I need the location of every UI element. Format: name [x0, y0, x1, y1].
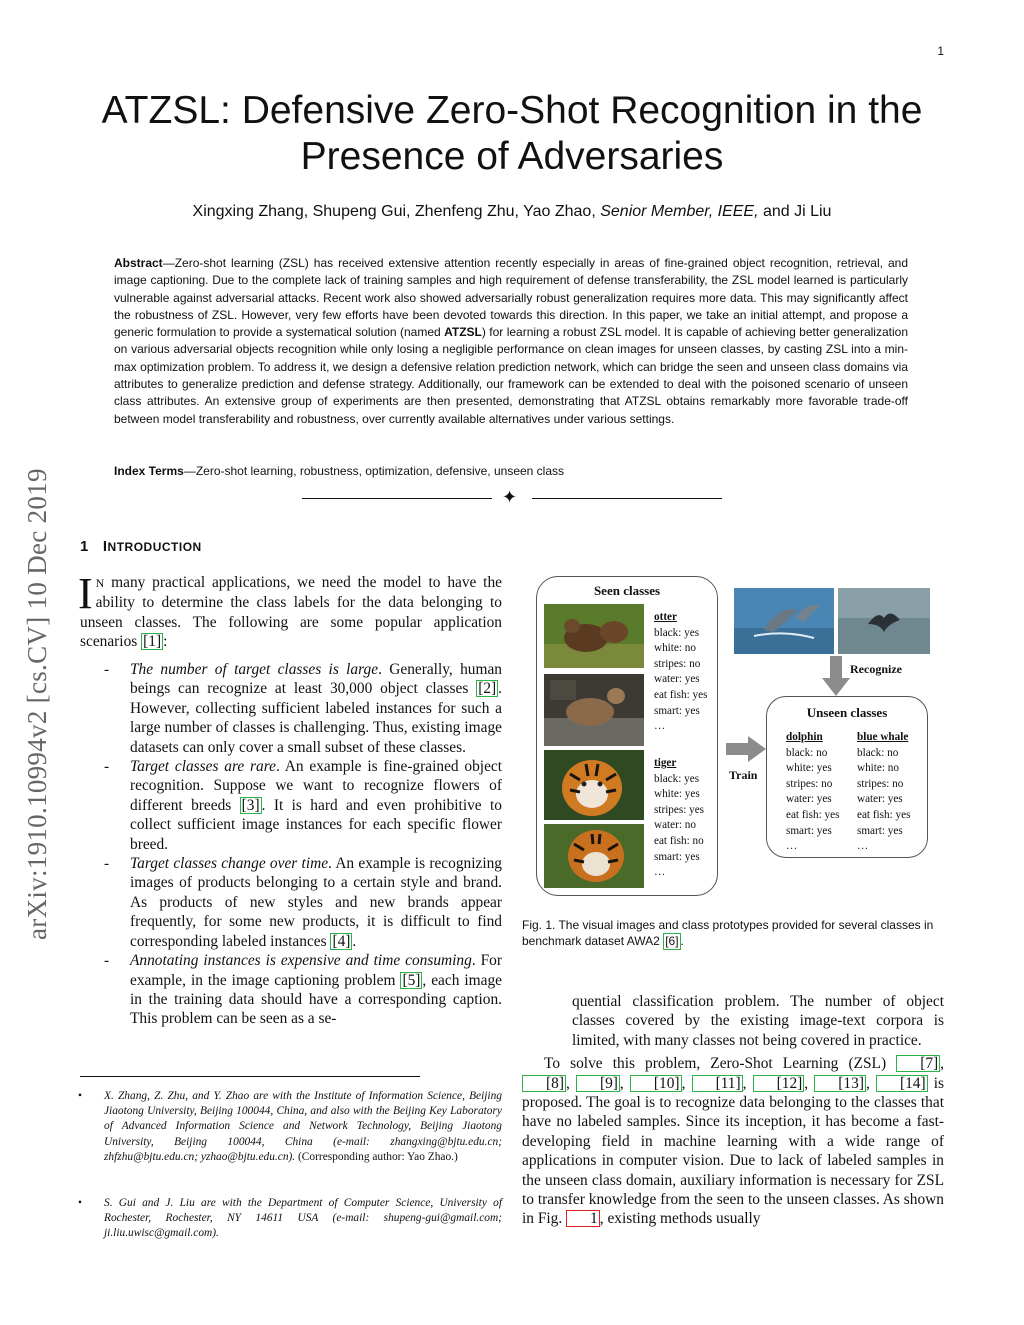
intro-text-1: many practical applications, we need the model to have the ability to determine the class labels for the data belonging to unseen classes. The following are some popular application scenarios [80, 574, 502, 651]
citation-link[interactable]: [14] [876, 1075, 928, 1092]
footnote-bullet: • [78, 1090, 82, 1102]
list-item [100, 854, 502, 951]
list-item-text-end: , each image in the training data should have a corresponding caption. This problem can be seen as a se- [130, 971, 502, 1028]
attr-row: white: yes [654, 788, 700, 801]
attr-row: white: yes [786, 762, 832, 775]
attr-row: smart: yes [654, 704, 700, 717]
paper-title [60, 88, 964, 180]
section-number: 1 [80, 538, 89, 555]
citation-link[interactable]: [4] [332, 932, 351, 950]
attr-row: black: yes [654, 626, 700, 639]
attr-row: … [654, 866, 666, 879]
list-item-italic: Target classes are rare [130, 758, 276, 776]
train-arrow-icon [726, 736, 766, 762]
citation-link[interactable]: [10] [630, 1075, 682, 1092]
section-divider [302, 487, 722, 508]
index-terms-label: Index Terms [114, 464, 184, 478]
attr-row: black: no [786, 746, 828, 759]
figure-caption [522, 918, 944, 950]
authors-last: and Ji Liu [758, 203, 832, 220]
footnote-2-text: S. Gui and J. Liu are with the Department of Computer Science, University of Rochester, Rochester, NY 14611 USA (e-mail: shupeng-gui@gmail.com; ji.liu.uwisc@gmail.com). [104, 1197, 502, 1240]
attr-row: stripes: no [654, 657, 701, 670]
attr-row: eat fish: yes [654, 688, 708, 701]
otter-photo-1 [544, 604, 644, 668]
attr-row: … [857, 840, 869, 853]
attr-row: water: yes [786, 793, 832, 806]
section-heading [80, 538, 202, 555]
arxiv-stamp: arXiv:1910.10994v2 [cs.CV] 10 Dec 2019 [22, 468, 52, 940]
caption-text: Fig. 1. The visual images and class prototypes provided for several classes in benchmark dataset AWA2 [522, 918, 934, 948]
attr-row: eat fish: yes [786, 808, 840, 821]
attr-row: smart: yes [654, 850, 700, 863]
footnote-1-text: X. Zhang, Z. Zhu, and Y. Zhao are with the Institute of Information Science, Beijing Jiaotong University, Beijing 100044, China, and also with the Beijing Key Laboratory of Advanced Information Science and Network Technology, Beijing Jiaotong University, Beijing 100044, China (e-mail: zhangxing@bjtu.edu.cn; zhfzhu@bjtu.edu.cn; yzhao@bjtu.edu.cn). [104, 1090, 502, 1163]
corresponding-author: (Corresponding author: Yao Zhao.) [298, 1150, 458, 1163]
footnote-affiliation-2 [80, 1196, 502, 1242]
attr-row: black: yes [654, 772, 700, 785]
abstract-text-1: —Zero-shot learning (ZSL) has received extensive attention recently especially in areas of fine-grained object recognition, retrieval, and image captioning. Due to the complete lack of training samples and high requirement of defense transferability, the ZSL model learned is particularly vulnerable against adversarial attacks. Recent work also showed adversarially robust generalization requires more data. This may significantly affect the robustness of ZSL. However, very few efforts have been devoted towards this direction. In this paper, we take an initial attempt, and propose a generic formulation to provide a systematical solution (named [114, 256, 908, 340]
footnote-rule [80, 1076, 420, 1077]
dolphin-prototype [786, 730, 839, 855]
attr-row: stripes: no [857, 777, 904, 790]
separator: , [804, 1074, 815, 1092]
train-label: Train [729, 768, 758, 782]
list-item [100, 951, 502, 1029]
list-item-italic: Annotating instances is expensive and time consuming [130, 952, 472, 970]
section-title-first: I [102, 538, 108, 555]
attr-row: smart: yes [857, 824, 903, 837]
class-name-dolphin: dolphin [786, 731, 823, 743]
title-line-1: ATZSL: Defensive Zero-Shot Recognition in the [101, 89, 923, 132]
list-item-text: . For example, in the image captioning problem [130, 952, 503, 989]
attr-row: water: yes [857, 793, 903, 806]
tiger-prototype [654, 756, 704, 881]
intro-paragraph [78, 569, 502, 652]
list-dash: - [104, 661, 110, 678]
otter-photo-2 [544, 674, 644, 746]
list-item-text-end: . However, collecting sufficient labeled instances for such a large number of classes is challenging. Thus, existing image datasets can only cover a small subset of these classes. [130, 680, 502, 756]
separator: , [681, 1074, 692, 1092]
seen-classes-title: Seen classes [593, 583, 661, 598]
para-text-b: is proposed. The goal is to recognize data belonging to the classes that have no labeled samples. Since its inception, it has become a fast-developing field in machine learning with a wide range of applications in computer vision. Due to lack of labeled samples in the unseen class domain, auxiliary information is necessary for ZSL to transfer knowledge from the seen to the unseen classes. As shown in Fig. [522, 1074, 945, 1228]
separator: , [940, 1055, 944, 1073]
otter-prototype [654, 610, 707, 735]
attr-row: white: no [857, 762, 899, 775]
recognize-arrow-icon [822, 656, 850, 696]
list-item-text: . An example is recognizing images of products belonging to a certain style and brand. As products of new styles and new brands appear frequently, for some new products, it is difficult to find corresponding labeled instances [130, 855, 502, 950]
dolphin-photo [734, 588, 834, 654]
divider-line-left [302, 498, 492, 499]
right-column-text [522, 992, 944, 1229]
unseen-classes-title: Unseen classes [806, 705, 888, 720]
citation-link[interactable]: [13] [814, 1075, 866, 1092]
list-item-text: . An example is fine-grained object recognition. Suppose we want to recognize flowers of different breeds [130, 758, 503, 814]
figure-1 [522, 572, 944, 902]
figure-reference-link[interactable]: 1 [566, 1210, 600, 1227]
separator: , [619, 1074, 630, 1092]
separator: , [742, 1074, 753, 1092]
footnote-affiliation-1 [80, 1089, 502, 1165]
attr-row: stripes: yes [654, 803, 705, 816]
list-dash: - [104, 758, 110, 776]
attr-row: smart: yes [786, 824, 832, 837]
class-name-blue-whale: blue whale [857, 731, 909, 743]
index-terms [114, 464, 908, 478]
attr-row: white: no [654, 642, 696, 655]
section-title-rest: NTRODUCTION [107, 540, 202, 554]
tiger-photo-1 [544, 750, 644, 820]
index-terms-text: —Zero-shot learning, robustness, optimization, defensive, unseen class [183, 464, 565, 478]
citation-link[interactable]: [12] [753, 1075, 805, 1092]
dropcap-smallcaps: N [95, 576, 105, 590]
para-text-c: , existing methods usually [599, 1210, 761, 1228]
attr-row: black: no [857, 746, 899, 759]
zsl-paragraph [522, 1054, 944, 1229]
list-item-text-end: . It is hard and even prohibitive to collect sufficient image instances for each specific flower breed. [130, 796, 502, 853]
list-item [100, 660, 502, 757]
list-continuation: quential classification problem. The number of object classes covered by the existing image-text corpora is limited, with many classes not being covered in practice. [572, 993, 944, 1049]
class-name-otter: otter [654, 611, 677, 623]
attr-row: stripes: no [786, 777, 833, 790]
attr-row: eat fish: no [654, 834, 704, 847]
tiger-photo-2 [544, 824, 644, 888]
attr-row: water: yes [654, 673, 700, 686]
title-line-2: Presence of Adversaries [300, 135, 724, 178]
citation-link[interactable]: [5] [402, 971, 421, 989]
blue-whale-prototype [857, 730, 910, 855]
list-dash: - [104, 952, 110, 970]
intro-text-2: : [163, 633, 168, 651]
footnote-bullet: • [78, 1197, 82, 1209]
citation-link[interactable]: [2] [478, 680, 497, 698]
authors-names: Xingxing Zhang, Shupeng Gui, Zhenfeng Zhu, Yao Zhao, [192, 203, 601, 220]
authors-membership: Senior Member, IEEE, [600, 203, 759, 220]
attr-row: … [654, 720, 666, 733]
list-dash: - [104, 855, 110, 873]
abstract [114, 255, 908, 428]
author-list [60, 203, 964, 221]
list-item-text-end: . [352, 932, 357, 950]
separator: , [865, 1074, 876, 1092]
citation-link[interactable]: [8] [522, 1075, 566, 1092]
para-text-a: To solve this problem, Zero-Shot Learning (ZSL) [544, 1055, 897, 1073]
attr-row: water: no [654, 819, 696, 832]
whale-photo [838, 588, 930, 654]
divider-line-right [532, 498, 722, 499]
citation-link[interactable]: [1] [143, 633, 162, 651]
class-name-tiger: tiger [654, 757, 677, 769]
list-item [100, 757, 502, 854]
citation-link[interactable]: [6] [665, 934, 679, 948]
recognize-label: Recognize [850, 662, 902, 676]
abstract-label: Abstract [114, 256, 163, 270]
page-number: 1 [937, 44, 944, 58]
attr-row: … [786, 840, 798, 853]
citation-link[interactable]: [3] [241, 796, 260, 814]
caption-end: . [680, 934, 684, 948]
attr-row: eat fish: yes [857, 808, 911, 821]
citation-link[interactable]: [9] [576, 1075, 620, 1092]
scenario-list [100, 660, 502, 1029]
separator: , [565, 1074, 576, 1092]
dropcap: I [78, 569, 93, 618]
citation-link[interactable]: [7] [896, 1055, 940, 1072]
list-item-text: . Generally, human beings can recognize at least 30,000 object classes [130, 661, 502, 698]
divider-star-icon: ✦ [502, 487, 518, 507]
abstract-method-name: ATZSL [444, 325, 482, 340]
list-item-italic: Target classes change over time [130, 855, 329, 873]
citation-link[interactable]: [11] [692, 1075, 743, 1092]
abstract-text-2: ) for learning a robust ZSL model. It is capable of achieving better generalization on various adversarial objects recognition while only losing a negligible performance on clean images for unseen classes, by casting ZSL into a min-max optimization problem. To address it, we design a defensive relation prediction network, which can bridge the seen and unseen class domains via attributes to generalize prediction and defense strategy. Additionally, our framework can be extended to deal with the poisoned scenario of unseen class attributes. An extensive group of experiments are then presented, demonstrating that ATZSL obtains remarkably more favorable trade-off between model transferability and robustness, over currently available alternatives under various settings. [114, 325, 908, 426]
list-item-italic: The number of target classes is large [130, 661, 379, 678]
